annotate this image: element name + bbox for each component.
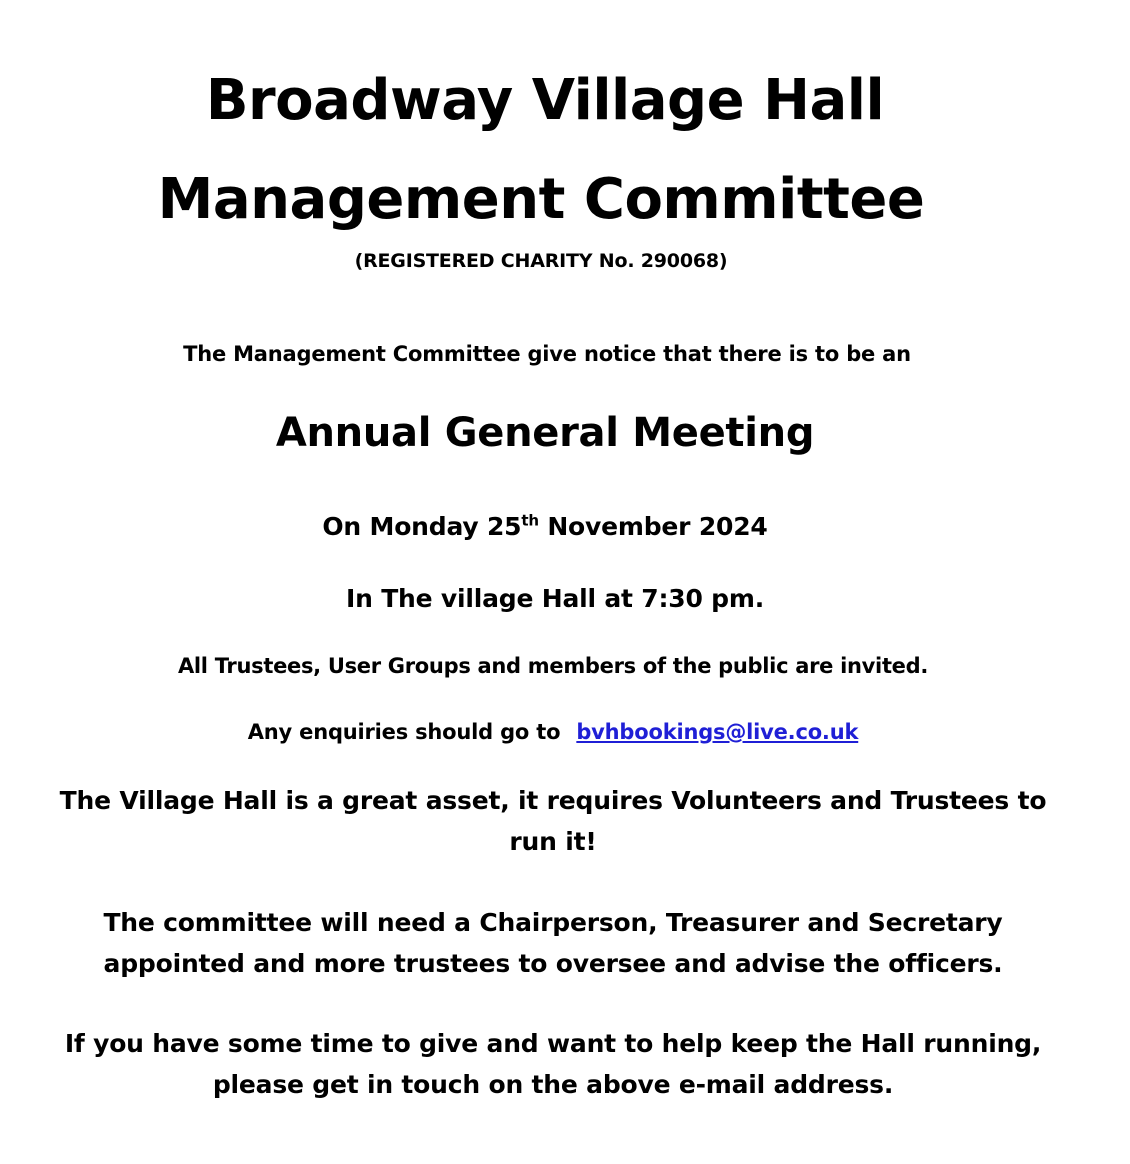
help-paragraph: If you have some time to give and want to help keep the Hall running, please get in touch on the above e-mail address. <box>64 1029 1042 1099</box>
invite-text: All Trustees, User Groups and members of the public are invited. <box>177 654 929 678</box>
date-rest: November 2024 <box>538 512 768 541</box>
email-link[interactable]: bvhbookings@live.co.uk <box>576 720 859 744</box>
date-ordinal: th <box>521 511 539 530</box>
charity-number: (REGISTERED CHARITY No. 290068) <box>354 250 728 272</box>
meeting-date <box>0 510 1110 544</box>
title-line-1: Broadway Village Hall <box>205 68 885 133</box>
volunteers-paragraph: The Village Hall is a great asset, it requires Volunteers and Trustees to run it! <box>59 786 1047 856</box>
intro-text: The Management Committee give notice that there is to be an <box>183 342 911 366</box>
meeting-title: Annual General Meeting <box>275 410 815 456</box>
enquiry-line <box>0 718 1118 746</box>
meeting-venue: In The village Hall at 7:30 pm. <box>345 584 765 613</box>
enquiry-label: Any enquiries should go to <box>247 720 561 744</box>
date-prefix: On Monday 25 <box>322 512 522 541</box>
officers-paragraph: The committee will need a Chairperson, Treasurer and Secretary appointed and more trustees to oversee and advise the officers. <box>103 908 1003 978</box>
title-line-2: Management Committee <box>157 167 925 232</box>
